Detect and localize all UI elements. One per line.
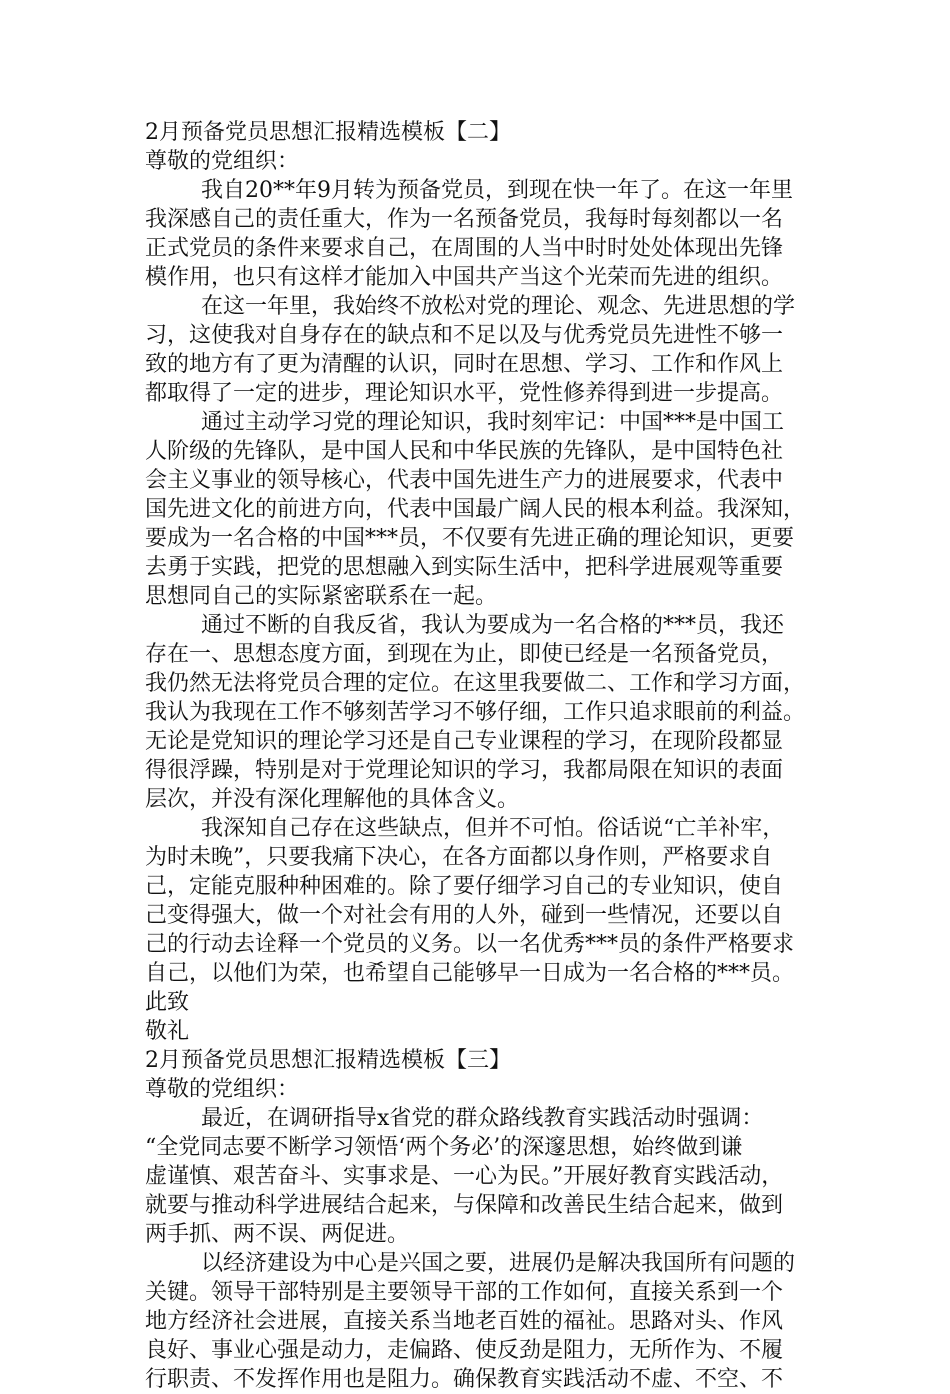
section-3-salutation: 尊敬的党组织： <box>145 1077 300 1102</box>
section-3-title: 2月预备党员思想汇报精选模板【三】 <box>145 1048 511 1073</box>
text-line: 地方经济社会进展，直接关系当地老百姓的福祉。思路对头、作风 <box>145 1309 784 1334</box>
closing-jing-li: 敬礼 <box>145 1019 190 1044</box>
text-line: 虚谨慎、艰苦奋斗、实事求是、一心为民。”开展好教育实践活动， <box>145 1164 784 1189</box>
text-line: 致的地方有了更为清醒的认识，同时在思想、学习、工作和作风上 <box>145 352 784 377</box>
text-line: 最近，在调研指导x省党的群众路线教育实践活动时强调： <box>201 1106 764 1131</box>
text-line: 以经济建设为中心是兴国之要，进展仍是解决我国所有问题的 <box>201 1251 796 1276</box>
text-line: 通过不断的自我反省，我认为要成为一名合格的***员，我还 <box>201 613 785 638</box>
text-line: 良好、事业心强是动力，走偏路、使反劲是阻力，无所作为、不履 <box>145 1338 784 1363</box>
document-body <box>145 118 825 1394</box>
text-line: 无论是党知识的理论学习还是自己专业课程的学习，在现阶段都显 <box>145 729 784 754</box>
section-2-paragraph-2 <box>145 292 825 408</box>
section-2-paragraph-5 <box>145 814 825 988</box>
text-line: 在这一年里，我始终不放松对党的理论、观念、先进思想的学 <box>201 294 796 319</box>
text-line: 己变得强大，做一个对社会有用的人外，碰到一些情况，还要以自 <box>145 903 784 928</box>
text-line: 关键。领导干部特别是主要领导干部的工作如何，直接关系到一个 <box>145 1280 784 1305</box>
section-2-paragraph-3 <box>145 408 825 611</box>
text-line: 习，这使我对自身存在的缺点和不足以及与优秀党员先进性不够一 <box>145 323 784 348</box>
text-line: 模作用，也只有这样才能加入中国共产当这个光荣而先进的组织。 <box>145 265 784 290</box>
text-line: 我认为我现在工作不够刻苦学习不够仔细，工作只追求眼前的利益。 <box>145 700 806 725</box>
section-2-salutation: 尊敬的党组织： <box>145 149 300 174</box>
text-line: 去勇于实践，把党的思想融入到实际生活中，把科学进展观等重要 <box>145 555 784 580</box>
text-line: 我深知自己存在这些缺点，但并不可怕。俗话说“亡羊补牢， <box>201 816 785 841</box>
section-2-paragraph-1 <box>145 176 825 292</box>
text-line: 要成为一名合格的中国***员，不仅要有先进正确的理论知识，更要 <box>145 526 795 551</box>
text-line: 存在一、思想态度方面，到现在为止，即使已经是一名预备党员， <box>145 642 784 667</box>
text-line: 就要与推动科学进展结合起来，与保障和改善民生结合起来，做到 <box>145 1193 784 1218</box>
text-line: 两手抓、两不误、两促进。 <box>145 1222 410 1247</box>
text-line: 思想同自己的实际紧密联系在一起。 <box>145 584 498 609</box>
text-line: 己，定能克服种种困难的。除了要仔细学习自己的专业知识，使自 <box>145 874 784 899</box>
text-line: 正式党员的条件来要求自己，在周围的人当中时时处处体现出先锋 <box>145 236 784 261</box>
text-line: 国先进文化的前进方向，代表中国最广阔人民的根本利益。我深知， <box>145 497 806 522</box>
text-line: 己的行动去诠释一个党员的义务。以一名优秀***员的条件严格要求 <box>145 932 795 957</box>
text-line: 层次，并没有深化理解他的具体含义。 <box>145 787 520 812</box>
text-line: 得很浮躁，特别是对于党理论知识的学习，我都局限在知识的表面 <box>145 758 784 783</box>
text-line: 都取得了一定的进步，理论知识水平，党性修养得到进一步提高。 <box>145 381 784 406</box>
section-3-paragraph-1 <box>145 1104 825 1249</box>
closing-ci-zhi: 此致 <box>145 990 190 1015</box>
text-line: 我自20**年9月转为预备党员，到现在快一年了。在这一年里 <box>201 178 793 203</box>
text-line: 通过主动学习党的理论知识，我时刻牢记：中国***是中国工 <box>201 410 785 435</box>
text-line: 自己，以他们为荣，也希望自己能够早一日成为一名合格的***员。 <box>145 961 795 986</box>
section-2-title: 2月预备党员思想汇报精选模板【二】 <box>145 120 511 145</box>
section-3-paragraph-2 <box>145 1249 825 1394</box>
text-line: 我仍然无法将党员合理的定位。在这里我要做二、工作和学习方面， <box>145 671 806 696</box>
text-line: “全党同志要不断学习领悟‘两个务必’的深邃思想，始终做到谦 <box>145 1135 743 1160</box>
text-line: 为时未晚”，只要我痛下决心，在各方面都以身作则，严格要求自 <box>145 845 773 870</box>
text-line: 会主义事业的领导核心，代表中国先进生产力的进展要求，代表中 <box>145 468 784 493</box>
section-2-paragraph-4 <box>145 611 825 814</box>
text-line: 人阶级的先锋队，是中国人民和中华民族的先锋队，是中国特色社 <box>145 439 784 464</box>
text-line: 行职责、不发挥作用也是阻力。确保教育实践活动不虚、不空、不 <box>145 1367 784 1392</box>
text-line: 我深感自己的责任重大，作为一名预备党员，我每时每刻都以一名 <box>145 207 784 232</box>
